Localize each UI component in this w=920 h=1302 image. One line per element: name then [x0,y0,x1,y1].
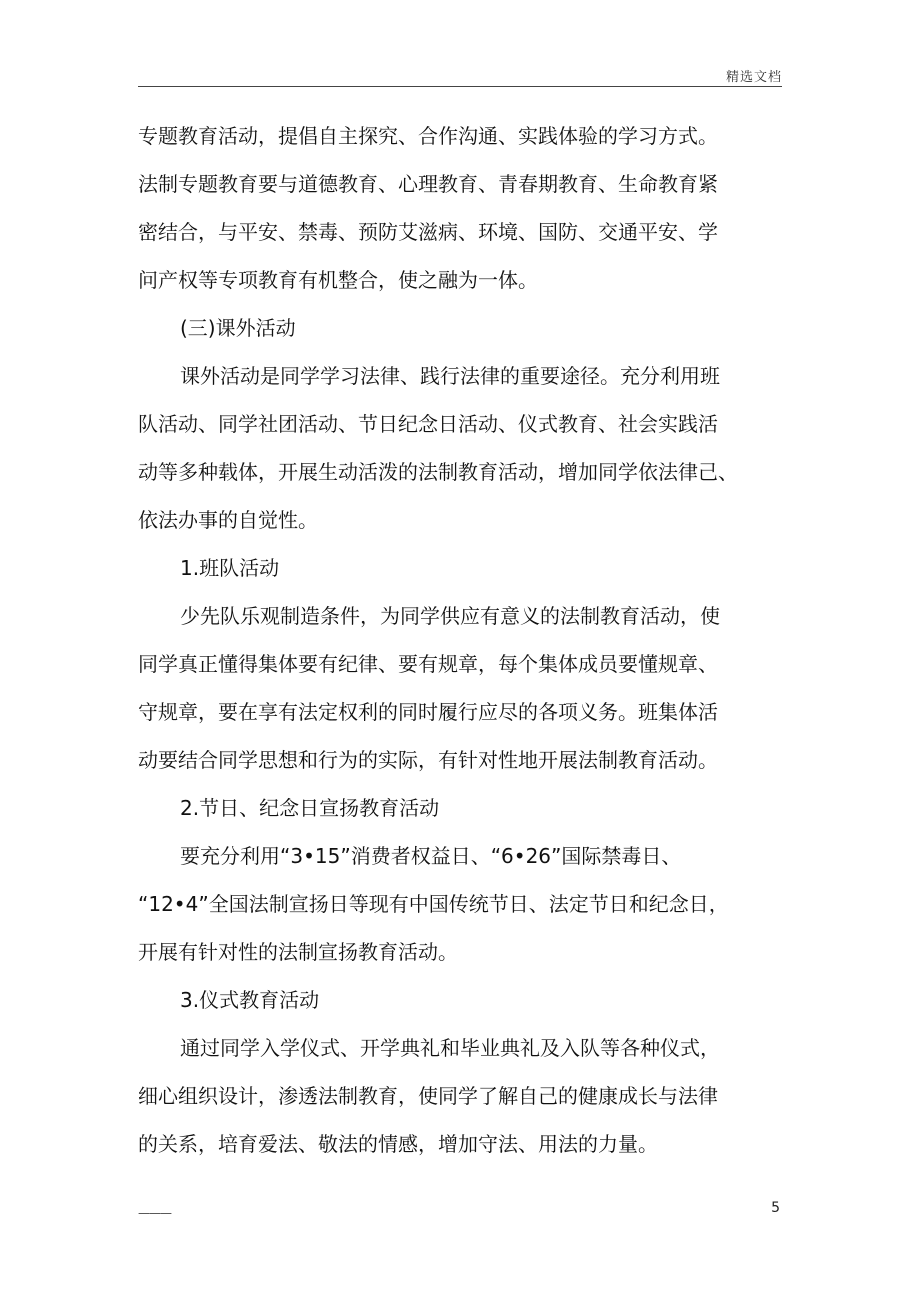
body-line: 同学真正懂得集体要有纪律、要有规章，每个集体成员要懂规章、 [138,652,718,676]
body-line: 守规章，要在享有法定权利的同时履行应尽的各项义务。班集体活 [138,700,718,724]
body-line: 开展有针对性的法制宣扬教育活动。 [138,940,458,964]
section-heading: (三)课外活动 [180,316,296,340]
subsection-heading: 1.班队活动 [180,556,280,580]
body-line: 专题教育活动，提倡自主探究、合作沟通、实践体验的学习方式。 [138,124,718,148]
page-number: 5 [771,1200,780,1216]
body-line: 动等多种载体，开展生动活泼的法制教育活动，增加同学依法律己、 [138,460,738,484]
body-line: 依法办事的自觉性。 [138,508,318,532]
body-line: 通过同学入学仪式、开学典礼和毕业典礼及入队等各种仪式， [180,1036,720,1060]
body-line: 少先队乐观制造条件，为同学供应有意义的法制教育活动，使 [180,604,720,628]
body-line: 问产权等专项教育有机整合，使之融为一体。 [138,268,538,292]
body-line: 法制专题教育要与道德教育、心理教育、青春期教育、生命教育紧 [138,172,718,196]
body-line: 要充分利用“3•15”消费者权益日、“6•26”国际禁毒日、 [180,844,682,868]
body-line: 细心组织设计，渗透法制教育，使同学了解自己的健康成长与法律 [138,1084,718,1108]
subsection-heading: 2.节日、纪念日宣扬教育活动 [180,796,440,820]
body-line: 动要结合同学思想和行为的实际，有针对性地开展法制教育活动。 [138,748,718,772]
body-line: 的关系，培育爱法、敬法的情感，增加守法、用法的力量。 [138,1132,658,1156]
body-line: 密结合，与平安、禁毒、预防艾滋病、环境、国防、交通平安、学 [138,220,718,244]
subsection-heading: 3.仪式教育活动 [180,988,320,1012]
body-line: “12•4”全国法制宣扬日等现有中国传统节日、法定节日和纪念日， [138,892,729,916]
document-body [138,112,788,1168]
page-header-label: 精选文档 [725,70,782,85]
footer-dash: ——— [138,1206,171,1220]
page-header-rule [138,86,782,87]
body-line: 课外活动是同学学习法律、践行法律的重要途径。充分利用班 [180,364,720,388]
body-line: 队活动、同学社团活动、节日纪念日活动、仪式教育、社会实践活 [138,412,718,436]
